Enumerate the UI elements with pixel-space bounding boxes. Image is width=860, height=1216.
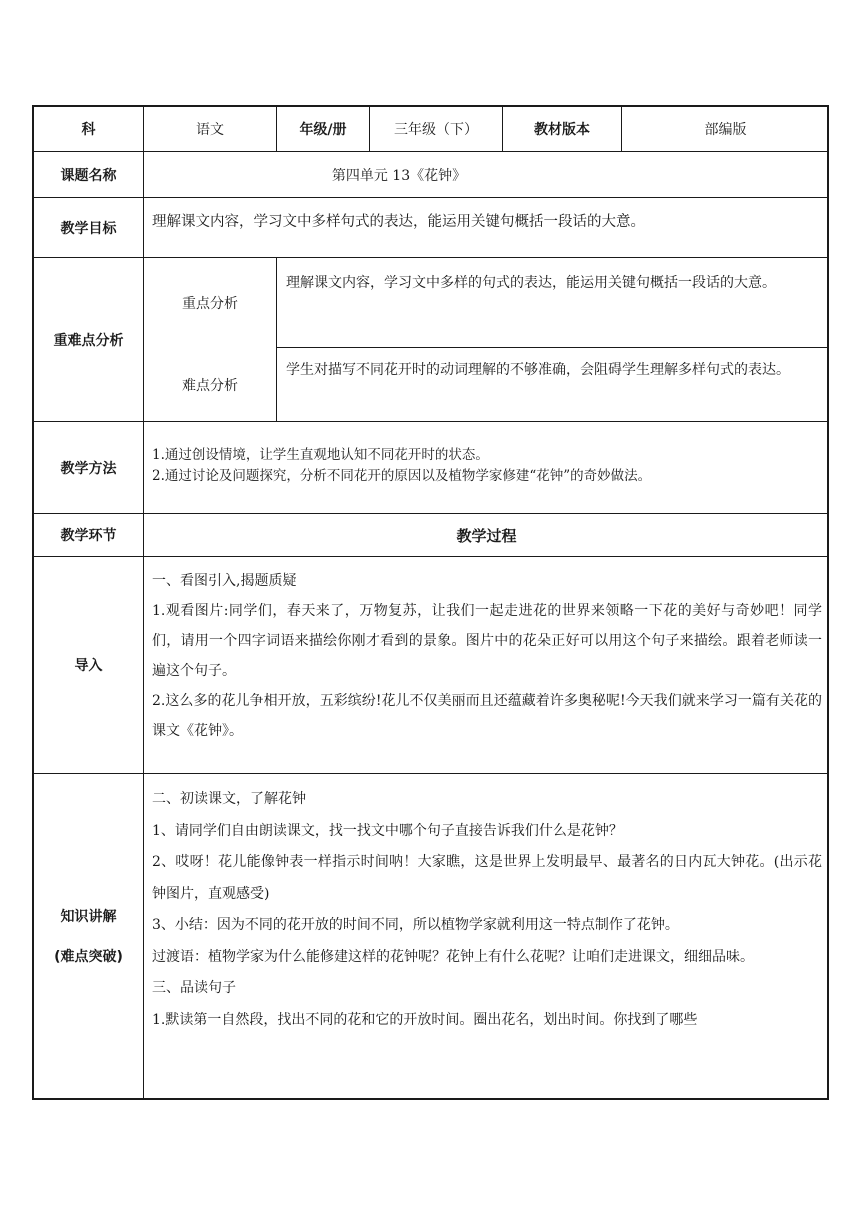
- textbook-value: 部编版: [704, 122, 747, 138]
- key-analysis-text: 理解课文内容，学习文中多样的句式的表达，能运用关键句概括一段话的大意。: [286, 275, 776, 291]
- difficult-analysis-text: 学生对描写不同花开时的动词理解的不够准确，会阻碍学生理解多样句式的表达。: [286, 362, 790, 378]
- topic-label: 课题名称: [60, 167, 117, 184]
- analysis-label: 重难点分析: [53, 332, 124, 349]
- knowledge-paragraph: 2、哎呀！花儿能像钟表一样指示时间呐！大家瞧，这是世界上发明最早、最著名的日内瓦大钟花。(出示花钟图片，直观感受): [152, 854, 822, 902]
- method-label: 教学方法: [60, 460, 117, 477]
- grade-label: 年级/册: [299, 122, 347, 138]
- stage-label: 教学环节: [60, 528, 117, 544]
- knowledge-paragraph: 1.默读第一自然段，找出不同的花和它的开放时间。圈出花名，划出时间。你找到了哪些: [152, 1011, 698, 1028]
- grade-value: 三年级（下）: [394, 122, 478, 138]
- knowledge-paragraph: 三、品读句子: [152, 980, 236, 996]
- knowledge-paragraph: 1、请同学们自由朗读课文，找一找文中哪个句子直接告诉我们什么是花钟？: [152, 822, 623, 839]
- intro-content: [152, 566, 822, 746]
- method-item: 2.通过讨论及问题探究，分析不同花开的原因以及植物学家修建“花钟”的奇妙做法。: [152, 468, 652, 484]
- goal-label: 教学目标: [60, 220, 117, 237]
- subject-value: 语文: [196, 122, 224, 138]
- knowledge-content: [152, 784, 822, 1036]
- knowledge-label: 知识讲解: [60, 909, 117, 925]
- knowledge-paragraph: 3、小结：因为不同的花开放的时间不同，所以植物学家就利用这一特点制作了花钟。: [152, 917, 679, 933]
- method-item: 1.通过创设情境，让学生直观地认知不同花开时的状态。: [152, 447, 489, 463]
- intro-paragraph: 2.这么多的花儿争相开放，五彩缤纷!花儿不仅美丽而且还蕴藏着许多奥秘呢!今天我们就来学习一篇有关花的课文《花钟》。: [152, 693, 822, 739]
- goal-text: 理解课文内容，学习文中多样句式的表达，能运用关键句概括一段话的大意。: [152, 214, 645, 230]
- method-list: [152, 445, 822, 487]
- subject-label: 科: [81, 122, 96, 138]
- topic-value: 第四单元 13《花钟》: [331, 167, 467, 184]
- process-label: 教学过程: [456, 526, 517, 545]
- knowledge-paragraph: 过渡语：植物学家为什么能修建这样的花钟呢？花钟上有什么花呢？让咱们走进课文，细细品味。: [152, 948, 754, 965]
- intro-label: 导入: [74, 658, 103, 674]
- knowledge-paragraph: 二、初读课文，了解花钟: [152, 791, 306, 807]
- difficult-analysis-label: 难点分析: [182, 377, 238, 394]
- intro-paragraph: 一、看图引入,揭题质疑: [152, 573, 297, 589]
- lesson-plan-table: [32, 105, 829, 1100]
- key-analysis-label: 重点分析: [182, 295, 238, 312]
- knowledge-sublabel: (难点突破): [54, 949, 123, 965]
- knowledge-label-block: [34, 774, 143, 1100]
- intro-paragraph: 1.观看图片:同学们，春天来了，万物复苏，让我们一起走进花的世界来领略一下花的美好与奇妙吧！同学们，请用一个四字词语来描绘你刚才看到的景象。图片中的花朵正好可以用这个句子来描绘。跟着老师读一遍这个句子。: [152, 603, 822, 679]
- textbook-label: 教材版本: [534, 122, 590, 138]
